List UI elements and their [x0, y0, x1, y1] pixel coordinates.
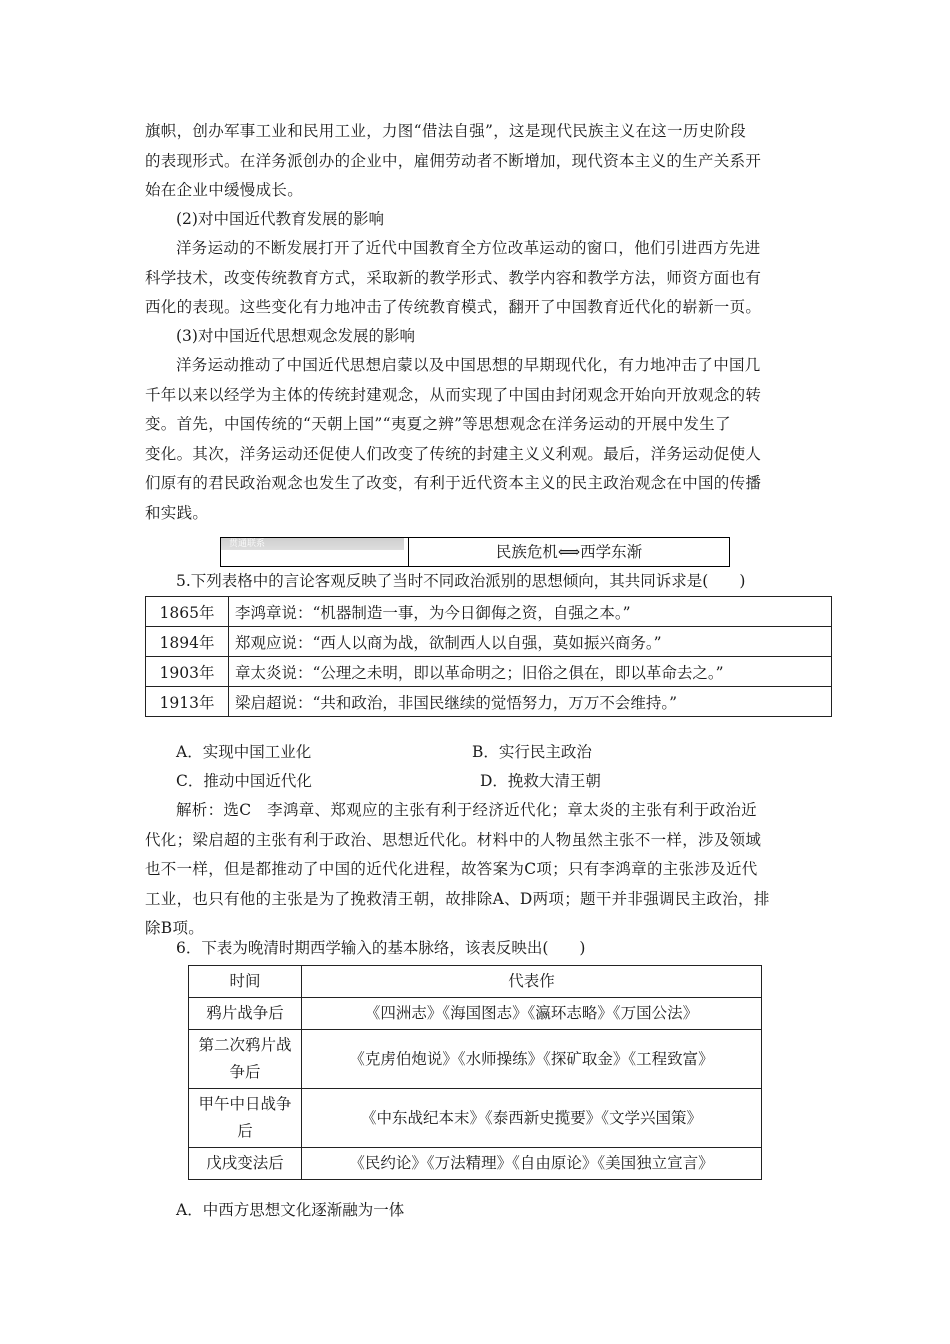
section-heading: (2)对中国近代教育发展的影响	[176, 210, 384, 228]
paragraph-line: 西化的表现。这些变化有力地冲击了传统教育模式，翻开了中国教育近代化的崭新一页。	[145, 298, 762, 316]
year-cell: 1913年	[146, 687, 229, 717]
banner-title: 民族危机⟺西学东渐	[495, 543, 643, 561]
works-cell: 《中东战纪本末》《泰西新史揽要》《文学兴国策》	[302, 1089, 762, 1148]
banner-tag-label: 贯通联系	[229, 539, 266, 549]
banner-tag	[221, 538, 404, 550]
paragraph-line: 变化。其次，洋务运动还促使人们改变了传统的封建主义义利观。最后，洋务运动促使人	[145, 444, 762, 463]
quote-cell: 李鸿章说：“机器制造一事，为今日御侮之资，自强之本。”	[229, 597, 832, 627]
option-d: D．挽救大清王朝	[480, 772, 601, 790]
time-cell: 戊戌变法后	[189, 1148, 302, 1180]
paragraph-line: 洋务运动推动了中国近代思想启蒙以及中国思想的早期现代化，有力地冲击了中国几	[176, 356, 761, 374]
thought-paragraph	[145, 351, 807, 528]
table-row	[189, 998, 762, 1030]
paragraph-line: 洋务运动的不断发展打开了近代中国教育全方位改革运动的窗口，他们引进西方先进	[176, 239, 761, 257]
works-cell: 《克虏伯炮说》《水师操练》《探矿取金》《工程致富》	[302, 1030, 762, 1089]
q6-option-a: A．中西方思想文化逐渐融为一体	[176, 1201, 405, 1219]
table-row	[146, 657, 832, 687]
option-c: C．推动中国近代化	[176, 772, 312, 790]
year-cell: 1865年	[146, 597, 229, 627]
year-cell: 1894年	[146, 627, 229, 657]
works-cell: 《民约论》《万法精理》《自由原论》《美国独立宣言》	[302, 1148, 762, 1180]
table-row	[146, 627, 832, 657]
table-row	[146, 687, 832, 717]
q5-analysis	[145, 796, 807, 944]
quote-cell: 郑观应说：“西人以商为战，欲制西人以自强，莫如振兴商务。”	[229, 627, 832, 657]
paragraph-line: 和实践。	[145, 503, 209, 522]
table-row	[146, 597, 832, 627]
paragraph-line: 解析：选C 李鸿章、郑观应的主张有利于经济近代化；章太炎的主张有利于政治近	[176, 801, 757, 819]
paragraph-line: 变。首先，中国传统的“天朝上国”“夷夏之辨”等思想观念在洋务运动的开展中发生了	[145, 415, 731, 433]
time-cell: 鸦片战争后	[189, 998, 302, 1030]
header-works: 代表作	[302, 966, 762, 998]
paragraph-line: 始在企业中缓慢成长。	[145, 181, 304, 199]
quote-cell: 章太炎说：“公理之未明，即以革命明之；旧俗之俱在，即以革命去之。”	[229, 657, 832, 687]
quote-cell: 梁启超说：“共和政治，非国民继续的觉悟努力，万万不会维持。”	[229, 687, 832, 717]
paragraph-line: 们原有的君民政治观念也发生了改变，有利于近代资本主义的民主政治观念在中国的传播	[145, 474, 762, 492]
works-cell: 《四洲志》《海国图志》《瀛环志略》《万国公法》	[302, 998, 762, 1030]
year-cell: 1903年	[146, 657, 229, 687]
time-cell: 第二次鸦片战争后	[189, 1030, 302, 1089]
western-learning-table	[188, 965, 762, 1180]
header-time: 时间	[189, 966, 302, 998]
question-5-stem: 5.下列表格中的言论客观反映了当时不同政治派别的思想倾向，其共同诉求是( )	[176, 572, 746, 590]
option-b: B．实行民主政治	[472, 743, 592, 761]
paragraph-line: 代化；梁启超的主张有利于政治、思想近代化。材料中的人物虽然主张不一样，涉及领域	[145, 830, 762, 849]
question-6-stem: 6．下表为晚清时期西学输入的基本脉络，该表反映出( )	[176, 939, 586, 957]
section-heading: (3)对中国近代思想观念发展的影响	[176, 327, 415, 345]
quotes-table	[145, 596, 832, 717]
paragraph-line: 千年以来以经学为主体的传统封建观念，从而实现了中国由封闭观念开始向开放观念的转	[145, 385, 762, 404]
time-cell: 甲午中日战争后	[189, 1089, 302, 1148]
option-a: A．实现中国工业化	[176, 743, 312, 761]
paragraph-line: 的表现形式。在洋务派创办的企业中，雇佣劳动者不断增加，现代资本主义的生产关系开	[145, 151, 762, 170]
topic-banner	[220, 537, 730, 567]
table-row	[189, 1089, 762, 1148]
paragraph-line: 工业，也只有他的主张是为了挽救清王朝，故排除A、D两项；题干并非强调民主政治，排	[145, 889, 770, 908]
table-header-row	[189, 966, 762, 998]
paragraph-line: 科学技术，改变传统教育方式，采取新的教学形式、教学内容和教学方法，师资方面也有	[145, 268, 762, 287]
table-row	[189, 1148, 762, 1180]
paragraph-line: 旗帜，创办军事工业和民用工业，力图“借法自强”，这是现代民族主义在这一历史阶段	[145, 122, 747, 140]
intro-paragraph	[145, 117, 807, 206]
education-paragraph	[145, 234, 807, 323]
paragraph-line: 除B项。	[145, 919, 205, 937]
table-row	[189, 1030, 762, 1089]
paragraph-line: 也不一样，但是都推动了中国的近代化进程，故答案为C项；只有李鸿章的主张涉及近代	[145, 860, 758, 878]
